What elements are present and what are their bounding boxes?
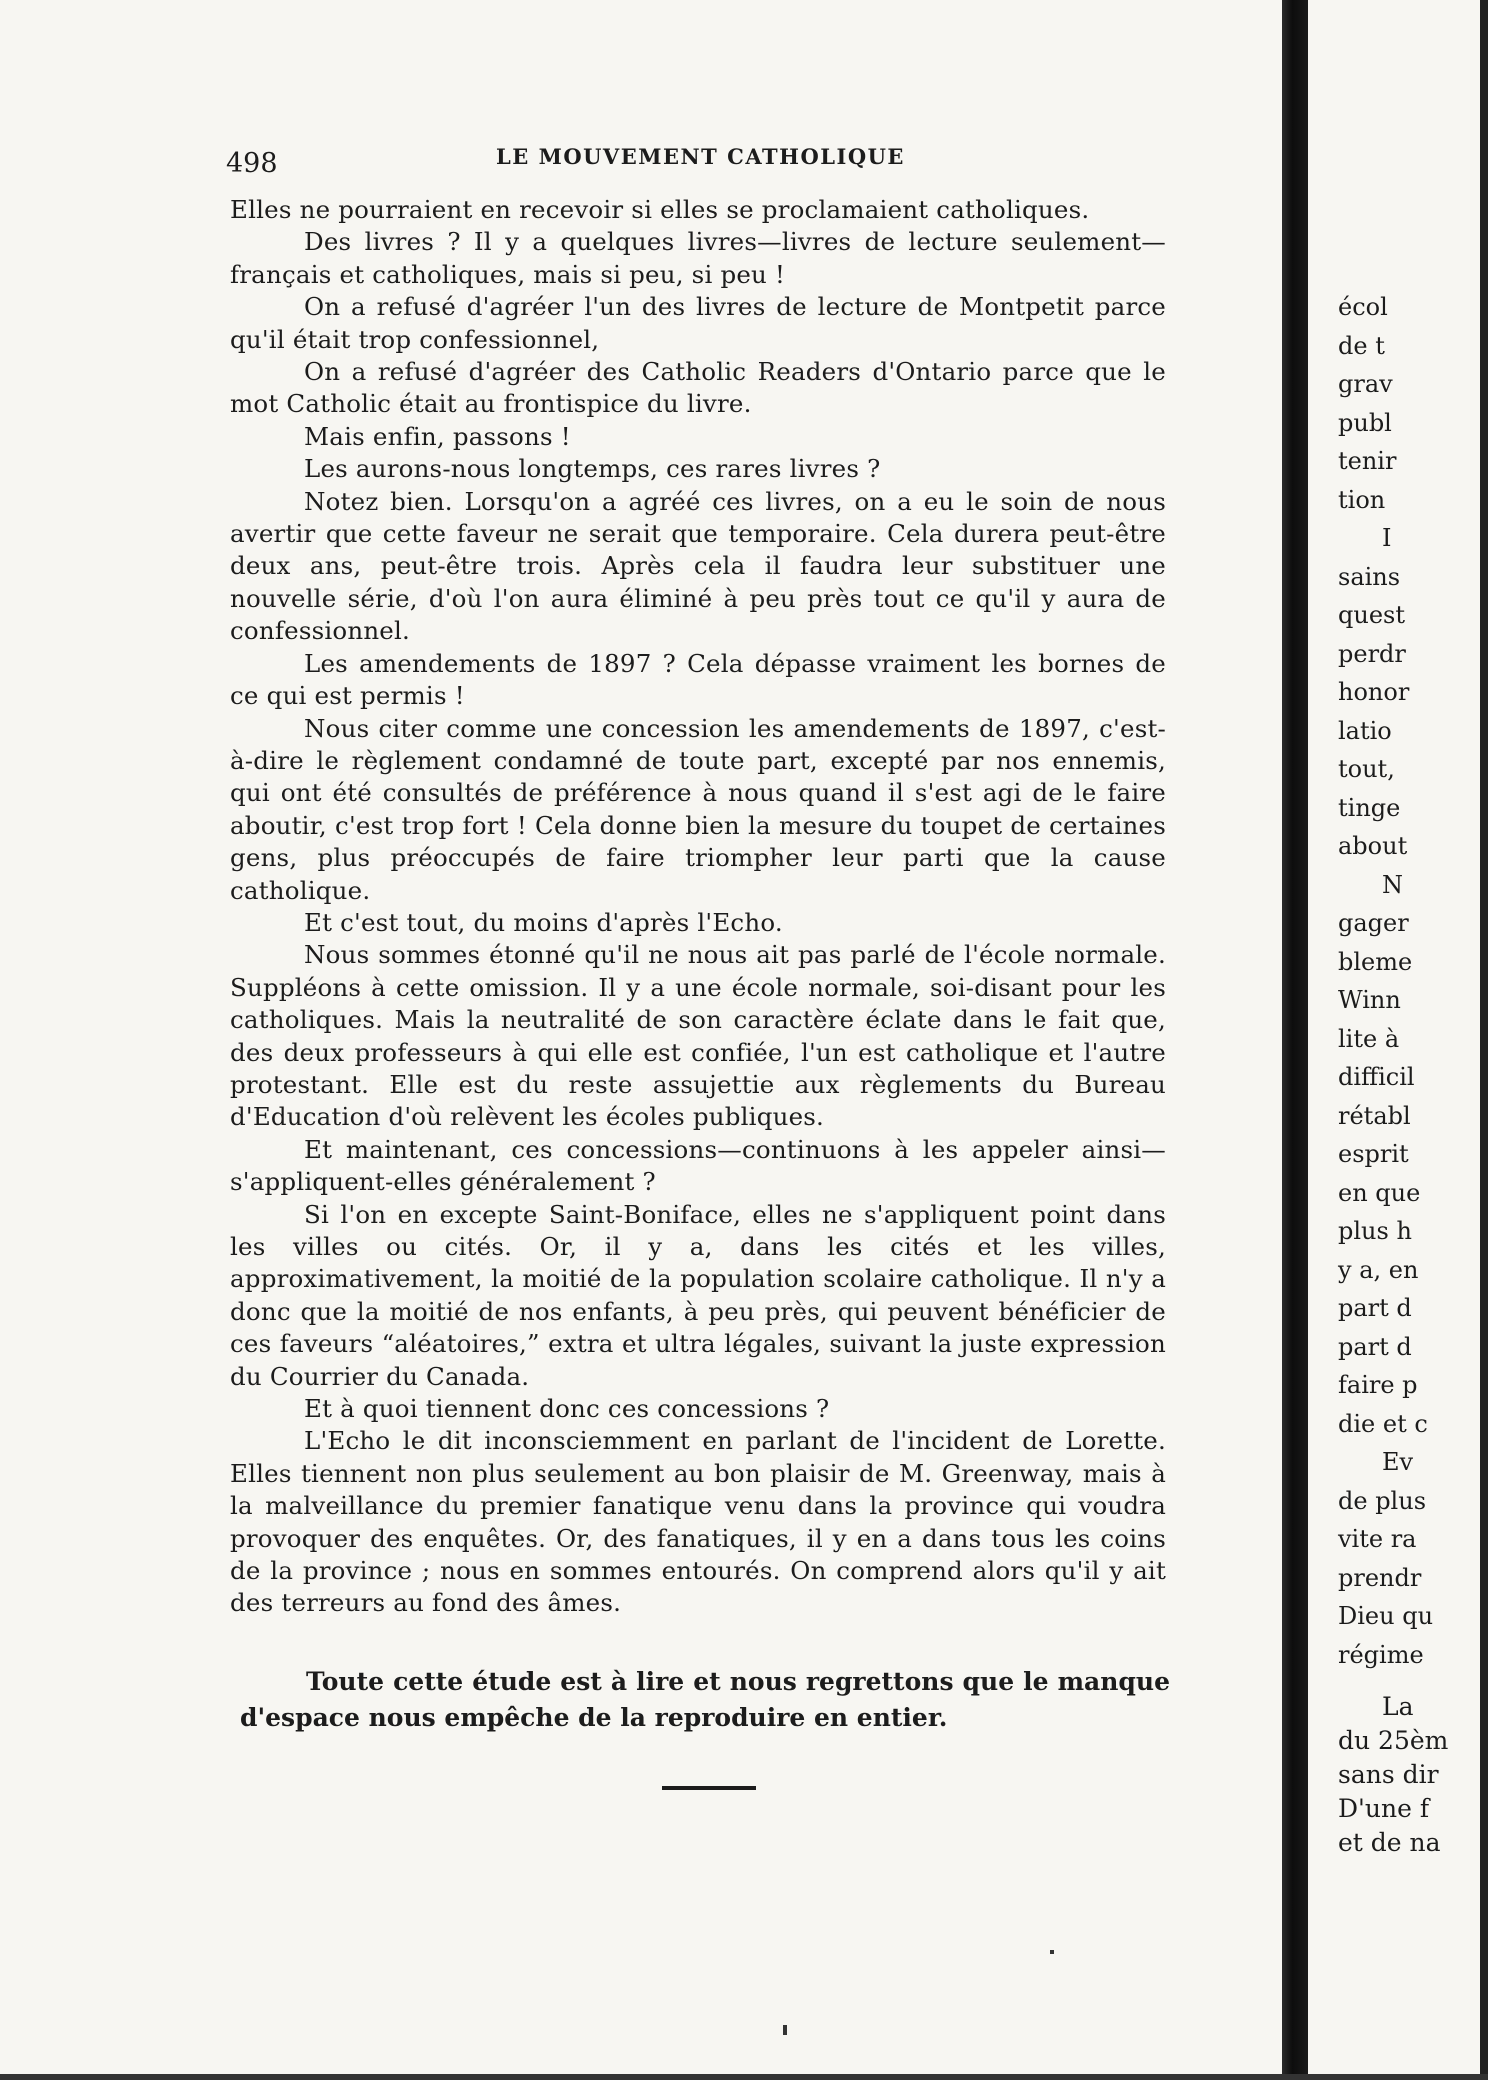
running-title: LE MOUVEMENT CATHOLIQUE — [496, 144, 905, 169]
article-body — [230, 194, 1166, 1620]
text-fragment: rétabl — [1338, 1101, 1411, 1130]
text-fragment: die et c — [1338, 1409, 1428, 1438]
body-paragraph: Mais enfin, passons ! — [304, 421, 571, 451]
text-fragment: sans dir — [1338, 1760, 1439, 1789]
text-fragment: sains — [1338, 562, 1401, 591]
scan-edge — [1480, 0, 1488, 2080]
text-fragment: D'une f — [1338, 1794, 1430, 1823]
body-paragraph: Si l'on en excepte Saint-Boniface, elles ne s'appliquent point dans les villes ou cités. Or, il y a, dans les cités et les villes, approximativement, la moitié de la population scolaire catholique. Il n'y a donc que la moitié de nos enfants, à peu près, qui peuvent bénéficier de ces faveurs “aléatoires,” extra et ultra légales, suivant la juste expression du Courrier du Canada. — [230, 1199, 1166, 1391]
text-fragment: part d — [1338, 1294, 1412, 1322]
text-fragment: du 25èm — [1338, 1726, 1449, 1755]
text-fragment: tion — [1338, 485, 1386, 514]
running-head — [226, 144, 1166, 178]
body-paragraph: Elles ne pourraient en recevoir si elles se proclamaient catholiques. — [230, 195, 1090, 224]
text-fragment: Ev — [1382, 1448, 1414, 1476]
editorial-note — [240, 1664, 1170, 1736]
text-fragment: La — [1382, 1692, 1414, 1721]
body-paragraph: Les aurons-nous longtemps, ces rares livres ? — [304, 454, 881, 484]
text-fragment: tenir — [1338, 447, 1397, 475]
body-paragraph: L'Echo le dit inconsciemment en parlant de l'incident de Lorette. Elles tiennent non plus seulement au bon plaisir de M. Greenway, mais à la malveillance du premier fanatique venu dans la province qui voudra provoquer des enquêtes. Or, des fanatiques, il y en a dans tous les coins de la province ; nous en sommes entourés. On comprend alors qu'il y ait des terreurs au fond des âmes. — [230, 1426, 1166, 1618]
text-fragment: grav — [1338, 370, 1393, 398]
body-paragraph: Notez bien. Lorsqu'on a agréé ces livres, on a eu le soin de nous avertir que cette faveur ne serait que temporaire. Cela durera peut-être deux ans, peut-être trois. Après cela il faudra leur substituer une nouvelle série, d'où l'on aura éliminé à peu près tout ce qu'il y aura de confessionnel. — [230, 486, 1166, 646]
text-fragment: bleme — [1338, 947, 1413, 976]
text-fragment: gager — [1338, 909, 1409, 937]
right-page-text-bottom — [1338, 1690, 1480, 1860]
text-fragment: de t — [1338, 331, 1385, 360]
text-fragment: tout, — [1338, 755, 1395, 783]
text-fragment: quest — [1338, 601, 1405, 629]
separator-rule — [662, 1786, 756, 1790]
text-fragment: publ — [1338, 408, 1392, 437]
body-paragraph: Et maintenant, ces concessions—continuons à les appeler ainsi—s'appliquent-elles généralement ? — [230, 1134, 1166, 1197]
text-fragment: tinge — [1338, 793, 1401, 822]
text-fragment: lite à — [1338, 1024, 1400, 1053]
text-fragment: y a, en — [1338, 1255, 1419, 1284]
body-paragraph: On a refusé d'agréer l'un des livres de lecture de Montpetit parce qu'il était trop confessionnel, — [230, 292, 1166, 354]
page-gutter — [1282, 0, 1308, 2080]
text-fragment: faire p — [1338, 1371, 1418, 1399]
text-fragment: prendr — [1338, 1563, 1422, 1592]
body-paragraph: Des livres ? Il y a quelques livres—livres de lecture seulement—français et catholiques, mais si peu, si peu ! — [230, 227, 1166, 289]
text-fragment: difficil — [1338, 1063, 1415, 1091]
text-fragment: plus h — [1338, 1217, 1412, 1245]
body-paragraph: On a refusé d'agréer des Catholic Readers d'Ontario parce que le mot Catholic était au frontispice du livre. — [230, 357, 1166, 419]
right-page-fragment — [1308, 0, 1480, 2080]
conclusion-paragraph: Toute cette étude est à lire et nous regrettons que le manque d'espace nous empêche de la reproduire en entier. — [240, 1667, 1170, 1732]
text-fragment: vite ra — [1338, 1525, 1417, 1553]
body-paragraph: Les amendements de 1897 ? Cela dépasse vraiment les bornes de ce qui est permis ! — [230, 648, 1166, 711]
body-paragraph: Et c'est tout, du moins d'après l'Echo. — [304, 907, 783, 937]
text-fragment: esprit — [1338, 1140, 1409, 1168]
text-fragment: en que — [1338, 1178, 1421, 1207]
text-fragment: part d — [1338, 1332, 1412, 1361]
text-fragment: about — [1338, 832, 1408, 860]
text-fragment: Dieu qu — [1338, 1602, 1434, 1630]
text-fragment: N — [1382, 870, 1403, 899]
text-fragment: et de na — [1338, 1828, 1441, 1857]
scan-speck — [1050, 1950, 1054, 1954]
text-fragment: régime — [1338, 1640, 1424, 1669]
text-fragment: honor — [1338, 678, 1410, 706]
text-fragment: I — [1382, 524, 1392, 552]
page-number: 498 — [226, 148, 278, 179]
scan-speck — [783, 2025, 787, 2035]
text-fragment: Winn — [1338, 986, 1401, 1014]
body-paragraph: Et à quoi tiennent donc ces concessions ? — [304, 1394, 830, 1424]
body-paragraph: Nous citer comme une concession les amendements de 1897, c'est-à-dire le règlement condamné de toute part, excepté par nos ennemis, qui ont été consultés de préférence à nous quand il s'est agi de le faire aboutir, c'est trop fort ! Cela donne bien la mesure du toupet de certaines gens, plus préoccupés de faire triompher leur parti que la cause catholique. — [230, 713, 1166, 905]
body-paragraph: Nous sommes étonné qu'il ne nous ait pas parlé de l'école normale. Suppléons à cette omission. Il y a une école normale, soi-disant pour les catholiques. Mais la neutralité de son caractère éclate dans le fait que, des deux professeurs à qui elle est confiée, l'un est catholique et l'autre protestant. Elle est du reste assujettie aux règlements du Bureau d'Education d'où relèvent les écoles publiques. — [230, 940, 1166, 1132]
text-fragment: perdr — [1338, 639, 1406, 668]
right-page-text-top — [1338, 288, 1480, 1674]
text-fragment: latio — [1338, 716, 1392, 745]
text-fragment: écol — [1338, 293, 1388, 321]
text-fragment: de plus — [1338, 1486, 1427, 1515]
